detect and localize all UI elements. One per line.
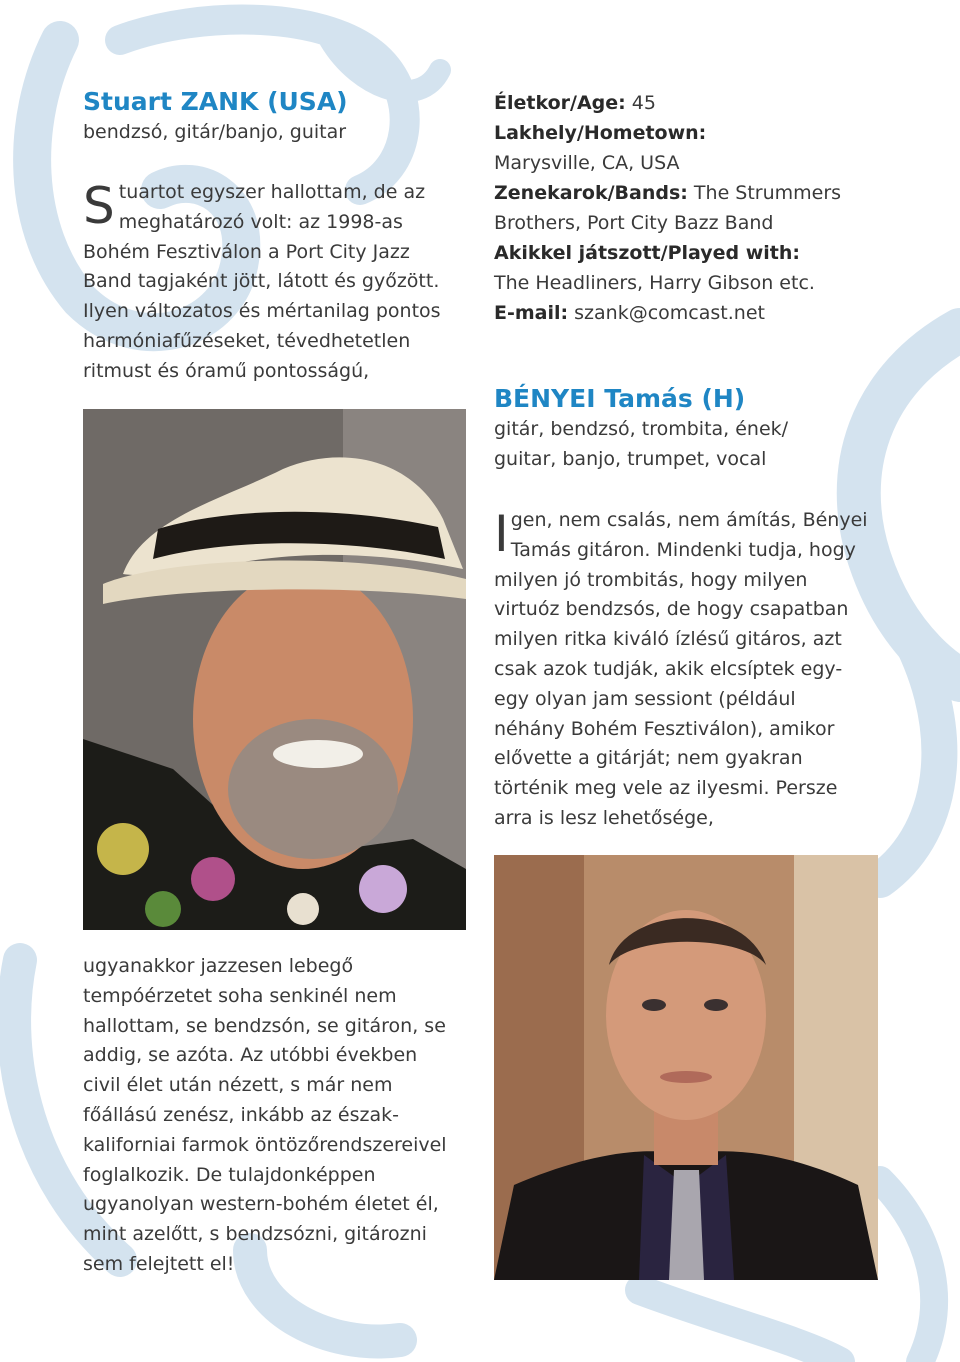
stuart-bio-cont-text: ugyanakkor jazzesen lebegő tempóérzetet soha senkinél nem hallottam, se bendzsón, se gitáron, se addig, se azóta. Az utóbbi években civil élet után nézett, s már nem főállású zenész, inkább az észak-kaliforniai farmok öntözőrendszereivel foglalkozik. De tulajdonképpen ugyanolyan western-bohém életet él, mint azelőtt, s bendzsózni, gitározni sem felejtett el! bbox=[83, 955, 447, 1275]
stuart-instruments: bendzsó, gitár/banjo, guitar bbox=[83, 121, 347, 143]
email-label: E-mail: bbox=[494, 302, 569, 324]
benyei-name: BÉNYEI Tamás (H) bbox=[494, 384, 746, 413]
age-value: 45 bbox=[631, 92, 656, 114]
benyei-bio-text: gen, nem csalás, nem ámítás, Bényei Tamás gitáron. Mindenki tudja, hogy milyen jó trombitás, hogy milyen virtuóz bendzsós, de hogy csapatban milyen ritka kiváló ízlésű gitáros, azt csak azok tudják, akik elcsíptek egy-egy olyan jam sessiont (például néhány Bohém Fesztiválon), amikor elővette a gitárját; nem gyakran történik meg vele az ilyesmi. Persze arra is lesz lehetősége, bbox=[494, 509, 868, 829]
bands-value: The Strummers Brothers, Port City Bazz Band bbox=[494, 182, 842, 234]
stuart-info-text bbox=[494, 88, 884, 328]
email-value: szank@comcast.net bbox=[574, 302, 765, 324]
stuart-info bbox=[494, 88, 884, 328]
benyei-instruments-2: guitar, banjo, trumpet, vocal bbox=[494, 448, 767, 470]
played-label: Akikkel játszott/Played with: bbox=[494, 242, 801, 264]
bands-label: Zenekarok/Bands: bbox=[494, 182, 688, 204]
stuart-bio-cont bbox=[83, 952, 459, 1280]
benyei-photo bbox=[494, 855, 878, 1280]
hometown-label: Lakhely/Hometown: bbox=[494, 122, 707, 144]
stuart-header bbox=[83, 87, 463, 147]
played-value: The Headliners, Harry Gibson etc. bbox=[494, 272, 815, 294]
benyei-header bbox=[494, 384, 884, 474]
hometown-value: Marysville, CA, USA bbox=[494, 152, 680, 174]
age-label: Életkor/Age: bbox=[494, 92, 626, 114]
benyei-dropcap: I bbox=[494, 505, 509, 563]
benyei-bio bbox=[494, 506, 872, 834]
benyei-instruments-1: gitár, bendzsó, trombita, ének/ bbox=[494, 418, 789, 440]
stuart-photo bbox=[83, 409, 466, 930]
stuart-bio-first bbox=[83, 178, 459, 387]
stuart-dropcap: S bbox=[83, 177, 115, 235]
stuart-bio-first-text: tuartot egyszer hallottam, de az meghatározó volt: az 1998-as Bohém Fesztiválon a Port City Jazz Band tagjaként jött, látott és győzött. Ilyen változatos és mértanilag pontos harmóniafűzéseket, tévedhetetlen ritmust és óramű pontosságú, bbox=[83, 181, 441, 382]
stuart-name: Stuart ZANK (USA) bbox=[83, 87, 348, 116]
